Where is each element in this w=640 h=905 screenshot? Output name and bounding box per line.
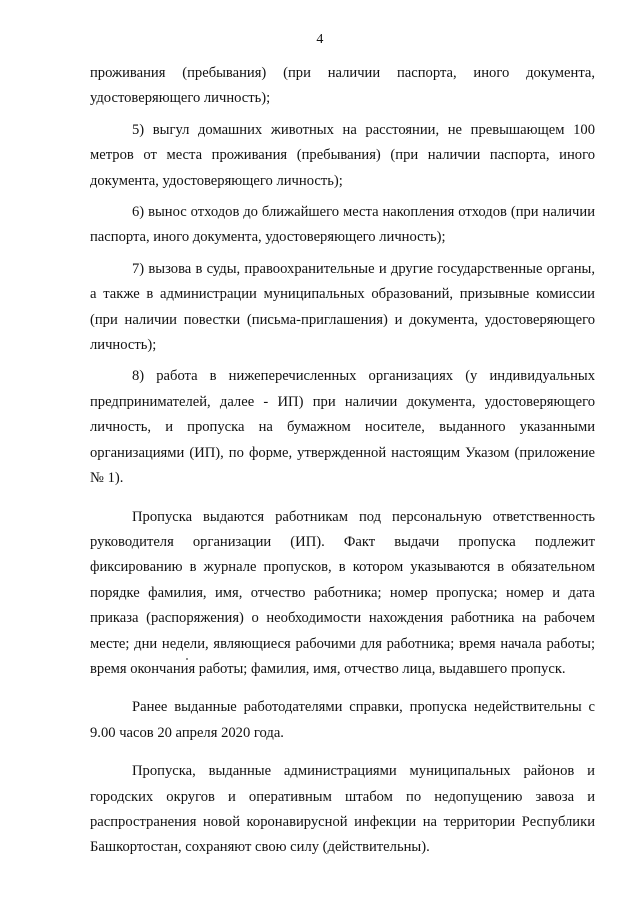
- page-number: 4: [316, 32, 324, 47]
- paragraph-continuation: проживания (пребывания) (при наличии паспорта, иного документа, удостоверяющего личность);: [90, 65, 595, 107]
- paragraph-item-7: 7) вызова в суды, правоохранительные и другие государственные органы, а также в администрации муниципальных образований, призывные комиссии (при наличии повестки (письма-приглашения) и документа, удостоверяющего личность);: [90, 260, 595, 354]
- paragraph-valid-passes: Пропуска, выданные администрациями муниципальных районов и городских округов и оперативным штабом по недопущению завоза и распространения новой коронавирусной инфекции на территории Республики Башкортостан, сохраняют свою силу (действительны).: [90, 763, 595, 856]
- scan-speck: [186, 658, 188, 660]
- paragraph-item-5: 5) выгул домашних животных на расстоянии, не превышающем 100 метров от места проживания (пребывания) (при наличии паспорта, иного документа, удостоверяющего личность);: [90, 121, 595, 189]
- paragraph-pass-issuance: Пропуска выдаются работникам под персональную ответственность руководителя организации (ИП). Факт выдачи пропуска подлежит фиксированию в журнале пропусков, в котором указываются в обязательном порядке фамилия, имя, отчество работника; номер пропуска; номер и дата приказа (распоряжения) о необходимости нахождения работника на рабочем месте; дни недели, являющиеся рабочими для работника; время начала работы; время окончания работы; фамилия, имя, отчество лица, выдавшего пропуск.: [90, 508, 595, 677]
- document-body: [90, 61, 595, 861]
- paragraph-item-8: 8) работа в нижеперечисленных организациях (у индивидуальных предпринимателей, далее - ИП) при наличии документа, удостоверяющего личность, и пропуска на бумажном носителе, выданного указанными организациями (ИП), по форме, утвержденной настоящим Указом (приложение № 1).: [90, 368, 595, 487]
- paragraph-item-6: 6) вынос отходов до ближайшего места накопления отходов (при наличии паспорта, иного документа, удостоверяющего личность);: [90, 204, 595, 246]
- paragraph-previous-passes: Ранее выданные работодателями справки, пропуска недействительны с 9.00 часов 20 апреля 2020 года.: [90, 699, 595, 741]
